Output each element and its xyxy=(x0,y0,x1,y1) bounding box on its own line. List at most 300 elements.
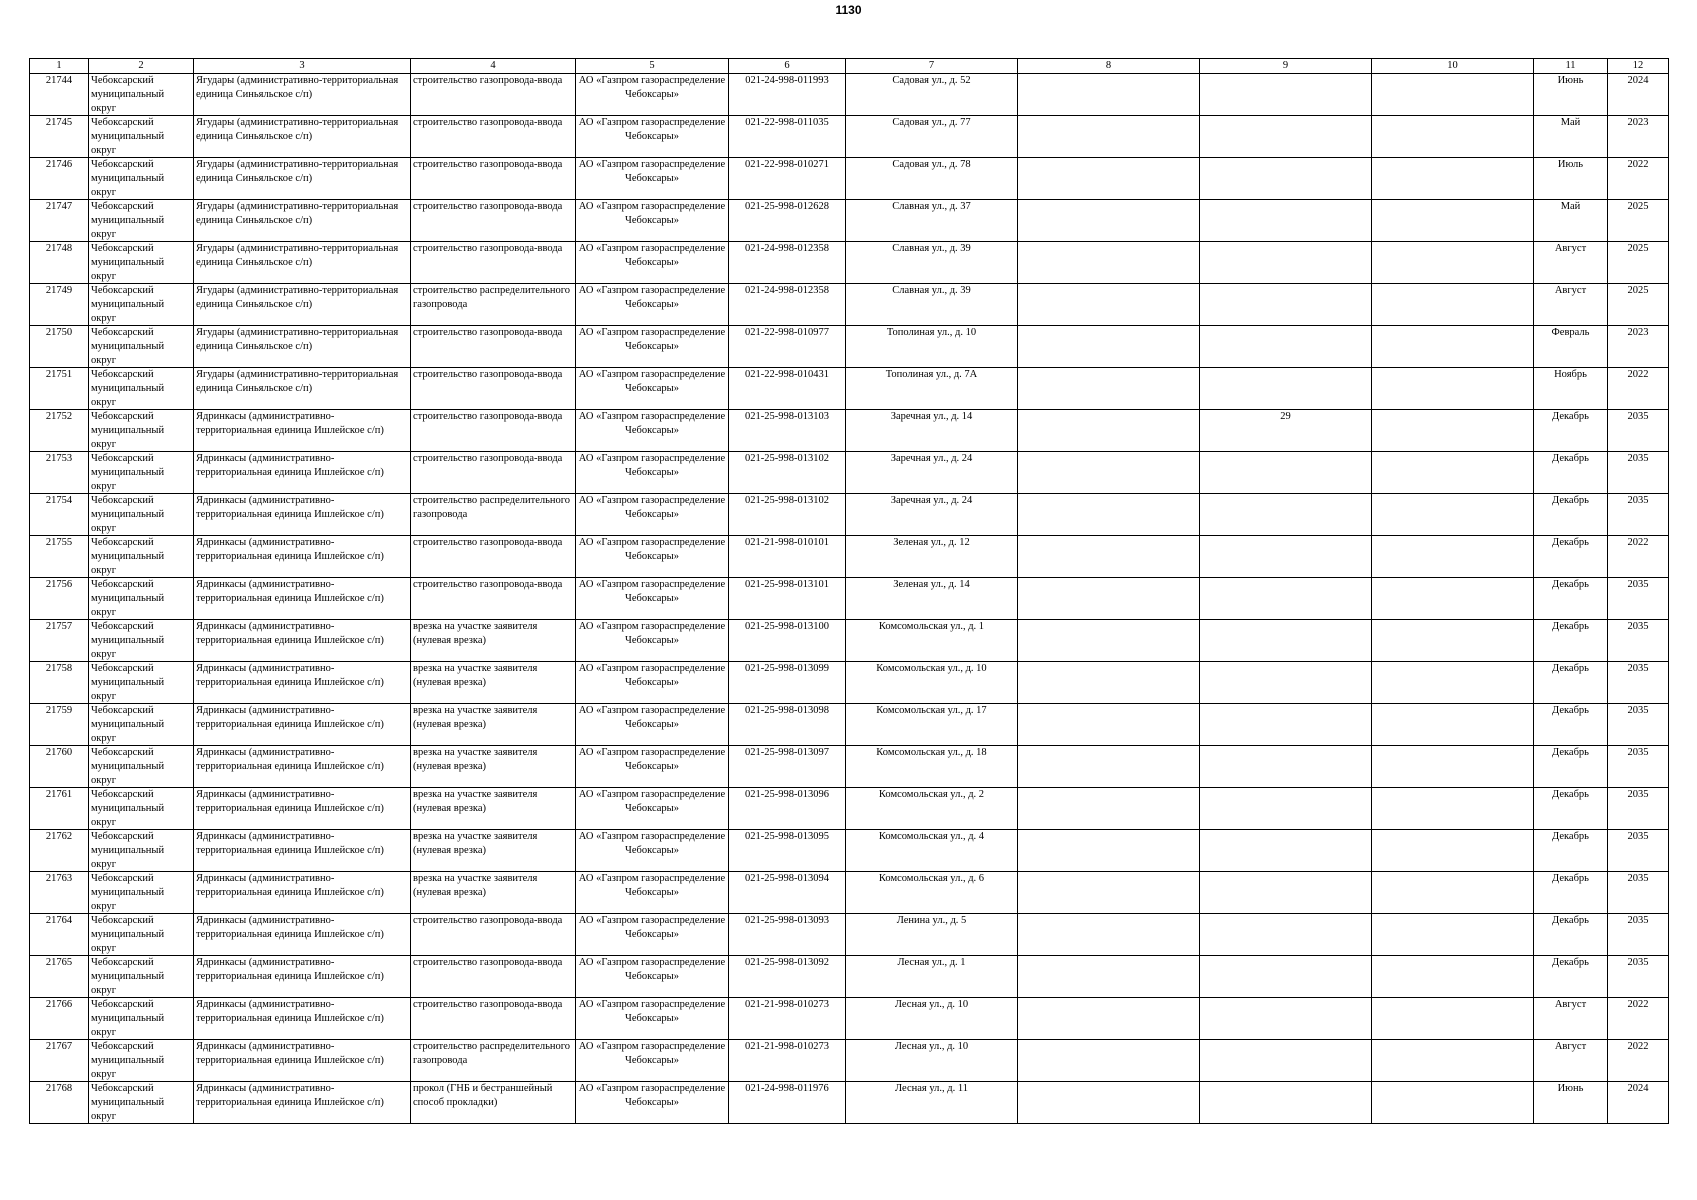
col-request-id xyxy=(729,494,846,536)
cell-text: 021-25-998-013098 xyxy=(745,705,829,716)
cell-text xyxy=(1020,1040,1197,1081)
col-work-type xyxy=(411,704,576,746)
cell-text: АО «Газпром газораспределение Чебоксары» xyxy=(578,579,726,604)
col-address xyxy=(846,326,1018,368)
col-month xyxy=(1534,200,1608,242)
cell-text: 2035 xyxy=(1627,579,1649,590)
cell-text: Славная ул., д. 39 xyxy=(892,243,971,254)
cell-text: 021-22-998-010271 xyxy=(745,159,829,170)
cell-text xyxy=(1020,914,1197,955)
cell-text: 21756 xyxy=(45,579,73,590)
cell-text: Ядринкасы (административно-территориальная единица Ишлейское с/п) xyxy=(196,831,384,856)
col-year xyxy=(1608,620,1669,662)
cell-text: АО «Газпром газораспределение Чебоксары» xyxy=(578,411,726,436)
col-10 xyxy=(1372,284,1534,326)
cell-text xyxy=(1374,410,1531,451)
col-request-id xyxy=(729,116,846,158)
col-request-id xyxy=(729,830,846,872)
col-address xyxy=(846,368,1018,410)
cell-text xyxy=(1374,368,1531,409)
col-work-type xyxy=(411,914,576,956)
col-10 xyxy=(1372,872,1534,914)
cell-text: Ядринкасы (административно-территориальная единица Ишлейское с/п) xyxy=(196,495,384,520)
col-municipality xyxy=(89,200,194,242)
col-request-id xyxy=(729,158,846,200)
cell-text xyxy=(1374,704,1531,745)
col-10 xyxy=(1372,746,1534,788)
col-year xyxy=(1608,116,1669,158)
col-settlement xyxy=(194,830,411,872)
cell-text: 21767 xyxy=(45,1041,73,1052)
col-request-id xyxy=(729,662,846,704)
cell-text: Чебоксарский муниципальный округ xyxy=(91,285,165,324)
col-address xyxy=(846,452,1018,494)
cell-text xyxy=(1374,284,1531,325)
col-number xyxy=(30,284,89,326)
cell-text: 021-24-998-011976 xyxy=(745,1083,829,1094)
cell-text: строительство газопровода-ввода xyxy=(413,453,563,464)
table-row xyxy=(30,956,1669,998)
cell-text: 021-25-998-013100 xyxy=(745,621,829,632)
col-organization xyxy=(576,704,729,746)
cell-text: Ноябрь xyxy=(1554,369,1587,380)
col-address xyxy=(846,872,1018,914)
cell-text: 021-25-998-013102 xyxy=(745,453,829,464)
cell-text: Чебоксарский муниципальный округ xyxy=(91,159,165,198)
cell-text xyxy=(1020,410,1197,451)
column-header-1: 1 xyxy=(30,59,89,74)
col-year xyxy=(1608,830,1669,872)
col-municipality xyxy=(89,830,194,872)
col-request-id xyxy=(729,788,846,830)
cell-text xyxy=(1020,368,1197,409)
col-settlement xyxy=(194,368,411,410)
cell-text: врезка на участке заявителя (нулевая врезка) xyxy=(413,873,538,898)
cell-text: Декабрь xyxy=(1552,495,1589,506)
col-address xyxy=(846,704,1018,746)
cell-text: 2022 xyxy=(1627,369,1649,380)
col-9 xyxy=(1200,830,1372,872)
col-month xyxy=(1534,494,1608,536)
col-10 xyxy=(1372,620,1534,662)
col-month xyxy=(1534,704,1608,746)
cell-text xyxy=(1202,158,1369,199)
col-settlement xyxy=(194,494,411,536)
cell-text: Чебоксарский муниципальный округ xyxy=(91,579,165,618)
cell-text: 021-25-998-013093 xyxy=(745,915,829,926)
col-8 xyxy=(1018,578,1200,620)
col-10 xyxy=(1372,704,1534,746)
cell-text xyxy=(1202,284,1369,325)
col-8 xyxy=(1018,1040,1200,1082)
col-settlement xyxy=(194,956,411,998)
col-organization xyxy=(576,956,729,998)
cell-text: 2035 xyxy=(1627,789,1649,800)
col-organization xyxy=(576,242,729,284)
cell-text: 2035 xyxy=(1627,915,1649,926)
table-row xyxy=(30,662,1669,704)
cell-text xyxy=(1020,830,1197,871)
col-address xyxy=(846,494,1018,536)
cell-text: Ядринкасы (административно-территориальная единица Ишлейское с/п) xyxy=(196,705,384,730)
cell-text: Чебоксарский муниципальный округ xyxy=(91,747,165,786)
col-number xyxy=(30,410,89,452)
cell-text: Декабрь xyxy=(1552,411,1589,422)
table-row xyxy=(30,74,1669,116)
cell-text xyxy=(1020,788,1197,829)
col-address xyxy=(846,1040,1018,1082)
col-work-type xyxy=(411,410,576,452)
table-row xyxy=(30,452,1669,494)
cell-text: 2035 xyxy=(1627,705,1649,716)
col-number xyxy=(30,788,89,830)
cell-text: Комсомольская ул., д. 2 xyxy=(878,789,985,800)
col-8 xyxy=(1018,620,1200,662)
cell-text: 2035 xyxy=(1627,873,1649,884)
col-8 xyxy=(1018,956,1200,998)
col-municipality xyxy=(89,704,194,746)
cell-text xyxy=(1020,326,1197,367)
cell-text: Ядринкасы (административно-территориальная единица Ишлейское с/п) xyxy=(196,915,384,940)
cell-text: 2035 xyxy=(1627,663,1649,674)
col-work-type xyxy=(411,872,576,914)
col-8 xyxy=(1018,914,1200,956)
cell-text: Чебоксарский муниципальный округ xyxy=(91,999,165,1038)
col-address xyxy=(846,956,1018,998)
cell-text: Ядринкасы (административно-территориальная единица Ишлейское с/п) xyxy=(196,957,384,982)
col-year xyxy=(1608,410,1669,452)
col-work-type xyxy=(411,158,576,200)
col-9 xyxy=(1200,284,1372,326)
cell-text xyxy=(1374,872,1531,913)
col-year xyxy=(1608,326,1669,368)
col-settlement xyxy=(194,662,411,704)
col-settlement xyxy=(194,998,411,1040)
cell-text xyxy=(1202,1040,1369,1081)
col-9 xyxy=(1200,74,1372,116)
cell-text: Ягудары (административно-территориальная единица Синьяльское с/п) xyxy=(196,75,399,100)
cell-text xyxy=(1020,242,1197,283)
cell-text: 21764 xyxy=(45,915,73,926)
cell-text xyxy=(1202,368,1369,409)
cell-text: Август xyxy=(1554,1041,1587,1052)
cell-text: Комсомольская ул., д. 18 xyxy=(876,747,987,758)
cell-text xyxy=(1020,158,1197,199)
col-work-type xyxy=(411,116,576,158)
cell-text xyxy=(1202,242,1369,283)
cell-text: 021-25-998-013101 xyxy=(745,579,829,590)
cell-text xyxy=(1202,200,1369,241)
col-9 xyxy=(1200,578,1372,620)
cell-text: Декабрь xyxy=(1552,957,1589,968)
cell-text xyxy=(1202,578,1369,619)
col-organization xyxy=(576,284,729,326)
cell-text xyxy=(1202,872,1369,913)
cell-text xyxy=(1202,662,1369,703)
col-month xyxy=(1534,578,1608,620)
col-8 xyxy=(1018,1082,1200,1124)
col-month xyxy=(1534,746,1608,788)
cell-text: 21748 xyxy=(45,243,73,254)
cell-text: 2025 xyxy=(1627,201,1649,212)
cell-text: АО «Газпром газораспределение Чебоксары» xyxy=(578,201,726,226)
col-organization xyxy=(576,1040,729,1082)
col-10 xyxy=(1372,326,1534,368)
cell-text xyxy=(1020,116,1197,157)
col-number xyxy=(30,662,89,704)
col-9 xyxy=(1200,704,1372,746)
cell-text: АО «Газпром газораспределение Чебоксары» xyxy=(578,117,726,142)
cell-text: АО «Газпром газораспределение Чебоксары» xyxy=(578,831,726,856)
col-settlement xyxy=(194,872,411,914)
col-month xyxy=(1534,998,1608,1040)
cell-text xyxy=(1020,578,1197,619)
col-8 xyxy=(1018,746,1200,788)
col-month xyxy=(1534,1082,1608,1124)
col-municipality xyxy=(89,368,194,410)
col-10 xyxy=(1372,200,1534,242)
cell-text: Чебоксарский муниципальный округ xyxy=(91,1083,165,1122)
col-work-type xyxy=(411,662,576,704)
col-organization xyxy=(576,116,729,158)
cell-text xyxy=(1020,536,1197,577)
col-municipality xyxy=(89,746,194,788)
col-10 xyxy=(1372,1040,1534,1082)
cell-text: строительство распределительного газопровода xyxy=(413,495,571,520)
header-row xyxy=(30,59,1669,74)
col-10 xyxy=(1372,1082,1534,1124)
cell-text xyxy=(1374,452,1531,493)
col-work-type xyxy=(411,746,576,788)
col-work-type xyxy=(411,284,576,326)
cell-text: Чебоксарский муниципальный округ xyxy=(91,831,165,870)
col-number xyxy=(30,956,89,998)
col-work-type xyxy=(411,452,576,494)
cell-text: 21760 xyxy=(45,747,73,758)
cell-text: Ягудары (административно-территориальная единица Синьяльское с/п) xyxy=(196,117,399,142)
col-9 xyxy=(1200,1040,1372,1082)
cell-text: 021-24-998-011993 xyxy=(745,75,829,86)
col-organization xyxy=(576,368,729,410)
cell-text: Комсомольская ул., д. 1 xyxy=(878,621,985,632)
col-municipality xyxy=(89,494,194,536)
cell-text: Ягудары (административно-территориальная единица Синьяльское с/п) xyxy=(196,201,399,226)
cell-text: Ягудары (административно-территориальная единица Синьяльское с/п) xyxy=(196,285,399,310)
cell-text: Тополиная ул., д. 7А xyxy=(885,369,978,380)
col-work-type xyxy=(411,536,576,578)
col-organization xyxy=(576,452,729,494)
col-municipality xyxy=(89,620,194,662)
cell-text: АО «Газпром газораспределение Чебоксары» xyxy=(578,327,726,352)
table-row xyxy=(30,620,1669,662)
col-settlement xyxy=(194,1082,411,1124)
col-municipality xyxy=(89,788,194,830)
col-work-type xyxy=(411,788,576,830)
col-number xyxy=(30,116,89,158)
cell-text: 021-24-998-012358 xyxy=(745,243,829,254)
cell-text xyxy=(1374,998,1531,1039)
cell-text xyxy=(1374,116,1531,157)
col-work-type xyxy=(411,1040,576,1082)
cell-text: Зеленая ул., д. 12 xyxy=(893,537,970,548)
cell-text xyxy=(1374,578,1531,619)
col-9 xyxy=(1200,200,1372,242)
col-8 xyxy=(1018,242,1200,284)
col-organization xyxy=(576,914,729,956)
col-year xyxy=(1608,704,1669,746)
col-10 xyxy=(1372,662,1534,704)
cell-text: 21766 xyxy=(45,999,73,1010)
table-row xyxy=(30,158,1669,200)
col-request-id xyxy=(729,914,846,956)
cell-text: Декабрь xyxy=(1552,663,1589,674)
cell-text: 021-25-998-013094 xyxy=(745,873,829,884)
cell-text: 21754 xyxy=(45,495,73,506)
col-year xyxy=(1608,998,1669,1040)
col-year xyxy=(1608,788,1669,830)
cell-text xyxy=(1374,74,1531,115)
col-9 xyxy=(1200,788,1372,830)
col-8 xyxy=(1018,116,1200,158)
col-request-id xyxy=(729,74,846,116)
table-row xyxy=(30,326,1669,368)
cell-text: Славная ул., д. 39 xyxy=(892,285,971,296)
col-request-id xyxy=(729,578,846,620)
col-work-type xyxy=(411,74,576,116)
cell-text: Ядринкасы (административно-территориальная единица Ишлейское с/п) xyxy=(196,1083,384,1108)
col-municipality xyxy=(89,74,194,116)
col-address xyxy=(846,284,1018,326)
col-9 xyxy=(1200,662,1372,704)
cell-text xyxy=(1202,116,1369,157)
col-8 xyxy=(1018,704,1200,746)
column-header-12: 12 xyxy=(1608,59,1669,74)
col-10 xyxy=(1372,368,1534,410)
cell-text: Чебоксарский муниципальный округ xyxy=(91,663,165,702)
col-request-id xyxy=(729,998,846,1040)
cell-text: строительство газопровода-ввода xyxy=(413,201,563,212)
col-year xyxy=(1608,284,1669,326)
col-number xyxy=(30,158,89,200)
cell-text: Февраль xyxy=(1551,327,1590,338)
col-work-type xyxy=(411,830,576,872)
cell-text: 21762 xyxy=(45,831,73,842)
cell-text: Чебоксарский муниципальный округ xyxy=(91,243,165,282)
cell-text: Чебоксарский муниципальный округ xyxy=(91,621,165,660)
col-year xyxy=(1608,368,1669,410)
col-month xyxy=(1534,116,1608,158)
cell-text: Чебоксарский муниципальный округ xyxy=(91,873,165,912)
cell-text: Ядринкасы (административно-территориальная единица Ишлейское с/п) xyxy=(196,537,384,562)
table-row xyxy=(30,410,1669,452)
col-9 xyxy=(1200,872,1372,914)
cell-text xyxy=(1020,284,1197,325)
cell-text xyxy=(1020,74,1197,115)
col-8 xyxy=(1018,158,1200,200)
col-year xyxy=(1608,578,1669,620)
col-organization xyxy=(576,998,729,1040)
col-work-type xyxy=(411,578,576,620)
col-8 xyxy=(1018,998,1200,1040)
table-row xyxy=(30,746,1669,788)
cell-text: 2025 xyxy=(1627,285,1649,296)
col-request-id xyxy=(729,452,846,494)
cell-text: 21763 xyxy=(45,873,73,884)
col-10 xyxy=(1372,74,1534,116)
col-year xyxy=(1608,872,1669,914)
cell-text: Декабрь xyxy=(1552,747,1589,758)
col-month xyxy=(1534,536,1608,578)
col-number xyxy=(30,452,89,494)
cell-text: врезка на участке заявителя (нулевая врезка) xyxy=(413,831,538,856)
col-month xyxy=(1534,326,1608,368)
cell-text: 2023 xyxy=(1627,117,1649,128)
cell-text: строительство распределительного газопровода xyxy=(413,285,571,310)
column-header-6: 6 xyxy=(729,59,846,74)
cell-text: строительство газопровода-ввода xyxy=(413,957,563,968)
cell-text xyxy=(1374,1040,1531,1081)
cell-text xyxy=(1202,746,1369,787)
cell-text: строительство газопровода-ввода xyxy=(413,999,563,1010)
cell-text: Лесная ул., д. 1 xyxy=(897,957,966,968)
col-address xyxy=(846,746,1018,788)
col-year xyxy=(1608,746,1669,788)
cell-text xyxy=(1202,704,1369,745)
cell-text xyxy=(1374,746,1531,787)
cell-text: АО «Газпром газораспределение Чебоксары» xyxy=(578,1041,726,1066)
col-8 xyxy=(1018,368,1200,410)
col-8 xyxy=(1018,284,1200,326)
col-number xyxy=(30,1040,89,1082)
col-8 xyxy=(1018,326,1200,368)
cell-text: строительство газопровода-ввода xyxy=(413,75,563,86)
col-9 xyxy=(1200,914,1372,956)
cell-text: АО «Газпром газораспределение Чебоксары» xyxy=(578,915,726,940)
cell-text: Август xyxy=(1554,999,1587,1010)
cell-text xyxy=(1202,914,1369,955)
column-header-8: 8 xyxy=(1018,59,1200,74)
col-10 xyxy=(1372,956,1534,998)
col-number xyxy=(30,1082,89,1124)
col-settlement xyxy=(194,704,411,746)
cell-text: Ядринкасы (административно-территориальная единица Ишлейское с/п) xyxy=(196,621,384,646)
col-9 xyxy=(1200,1082,1372,1124)
col-municipality xyxy=(89,326,194,368)
col-organization xyxy=(576,158,729,200)
cell-text: АО «Газпром газораспределение Чебоксары» xyxy=(578,453,726,478)
col-municipality xyxy=(89,452,194,494)
cell-text: Декабрь xyxy=(1552,705,1589,716)
cell-text: Ядринкасы (административно-территориальная единица Ишлейское с/п) xyxy=(196,747,384,772)
col-address xyxy=(846,998,1018,1040)
cell-text: Чебоксарский муниципальный округ xyxy=(91,705,165,744)
cell-text xyxy=(1374,242,1531,283)
registry-table xyxy=(29,58,1669,1124)
cell-text: 21757 xyxy=(45,621,73,632)
col-organization xyxy=(576,788,729,830)
cell-text: 21759 xyxy=(45,705,73,716)
col-work-type xyxy=(411,368,576,410)
cell-text: 021-25-998-013097 xyxy=(745,747,829,758)
col-request-id xyxy=(729,1040,846,1082)
col-9 xyxy=(1200,116,1372,158)
col-work-type xyxy=(411,494,576,536)
cell-text: Август xyxy=(1554,285,1587,296)
col-8 xyxy=(1018,830,1200,872)
cell-text: АО «Газпром газораспределение Чебоксары» xyxy=(578,537,726,562)
cell-text: Садовая ул., д. 78 xyxy=(892,159,971,170)
col-settlement xyxy=(194,200,411,242)
